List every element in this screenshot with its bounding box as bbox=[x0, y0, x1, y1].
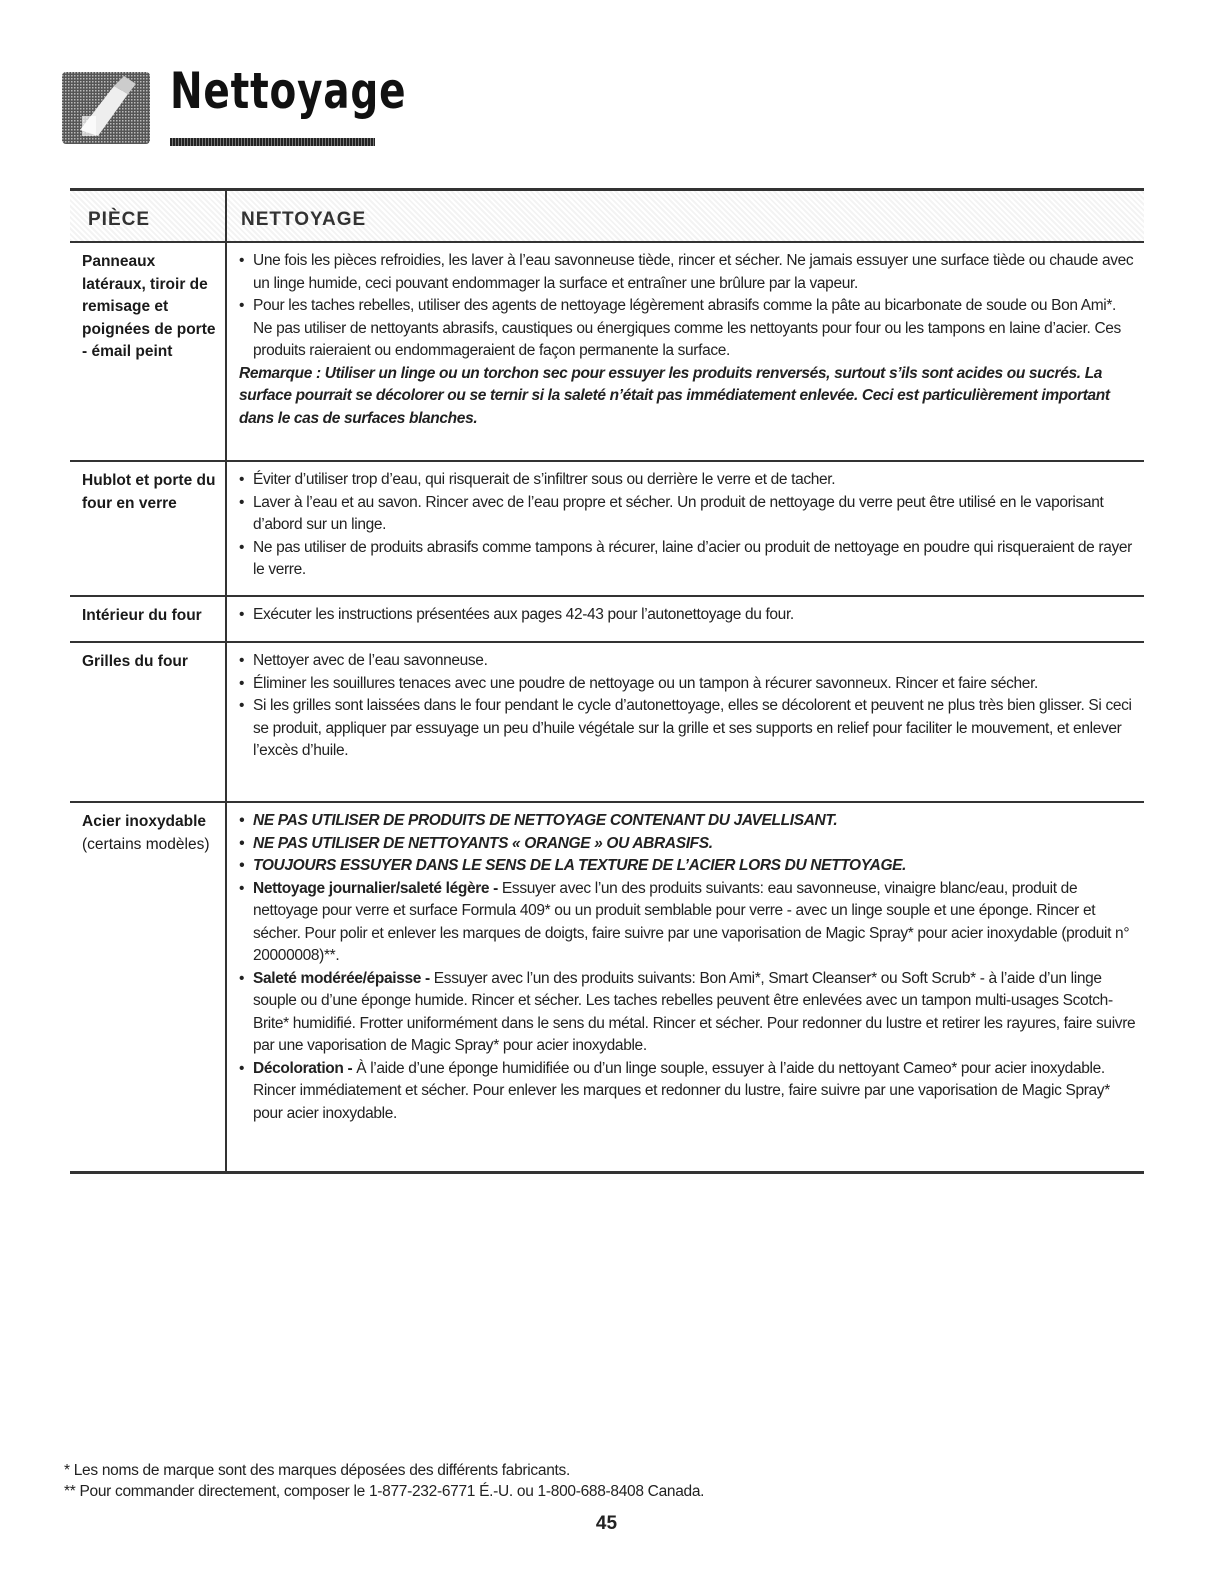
list-item: • Éliminer les souillures tenaces avec une poudre de nettoyage ou un tampon à récurer savonneux. Rincer et faire sécher. bbox=[239, 673, 1138, 696]
list-item: • Ne pas utiliser de produits abrasifs comme tampons à récurer, laine d’acier ou produit de nettoyage en poudre qui risqueraient de rayer le verre. bbox=[239, 537, 1138, 582]
row-instructions bbox=[227, 803, 1144, 1171]
table-header bbox=[70, 191, 1144, 243]
footnote-trademarks: * Les noms de marque sont des marques déposées des différents fabricants. bbox=[64, 1462, 570, 1479]
item-text: Essuyer avec l’un des produits suivants: Bon Ami*, Smart Cleanser* ou Soft Scrub* - à l’aide d’un linge souple ou d’une éponge humide. Rincer et sécher. Les taches rebelles peuvent être enlevées avec un tampon multi-usages Scotch-Brite* humidifié. Frotter uniformément dans le sens du métal. Rincer et sécher. Pour redonner du lustre et retirer les rayures, faire suivre par une vaporisation de Magic Spray* pour acier inoxydable. bbox=[253, 969, 1136, 1054]
table-row bbox=[70, 597, 1144, 643]
warning-item: • NE PAS UTILISER DE NETTOYANTS « ORANGE » OU ABRASIFS. bbox=[239, 833, 1138, 856]
page-title: Nettoyage bbox=[170, 62, 407, 120]
page-number: 45 bbox=[595, 1513, 618, 1534]
list-item: • Nettoyer avec de l’eau savonneuse. bbox=[239, 650, 1138, 673]
list-item bbox=[239, 968, 1138, 1058]
item-lead: Saleté modérée/épaisse - bbox=[253, 969, 430, 987]
column-header-nettoyage: NETTOYAGE bbox=[241, 209, 367, 230]
table-row bbox=[70, 803, 1144, 1171]
list-item: • Pour les taches rebelles, utiliser des agents de nettoyage légèrement abrasifs comme la pâte au bicarbonate de soude ou Bon Ami*. Ne pas utiliser de nettoyants abrasifs, caustiques ou énergiques comme les nettoyants pour four ou les tampons en laine d’acier. Ces produits raieraient ou endommageraient de façon permanente la surface. bbox=[239, 295, 1138, 363]
row-instructions bbox=[227, 597, 1144, 641]
row-note: Remarque : Utiliser un linge ou un torchon sec pour essuyer les produits renversés, surtout s’ils sont acides ou sucrés. La surface pourrait se décolorer ou se ternir si la saleté n’était pas immédiatement enlevée. Ceci est particulièrement important dans le cas de surfaces blanches. bbox=[239, 364, 1110, 427]
table-row bbox=[70, 643, 1144, 803]
page-header bbox=[62, 62, 407, 152]
row-piece-label: Panneaux latéraux, tiroir de remisage et poignées de porte - émail peint bbox=[70, 243, 227, 460]
row-piece-sublabel: (certains modèles) bbox=[82, 835, 210, 853]
footnotes bbox=[64, 1460, 1064, 1502]
title-underline bbox=[170, 138, 375, 146]
list-item: • Laver à l’eau et au savon. Rincer avec de l’eau propre et sécher. Un produit de nettoyage du verre peut être utilisé en le vaporisant d’abord sur un linge. bbox=[239, 492, 1138, 537]
cleaning-table bbox=[70, 188, 1144, 1174]
table-row bbox=[70, 243, 1144, 462]
row-piece-label: Acier inoxydable (certains modèles) bbox=[70, 803, 227, 1171]
item-lead: Décoloration - bbox=[253, 1059, 353, 1077]
list-item bbox=[239, 878, 1138, 968]
table-row bbox=[70, 462, 1144, 597]
row-piece-label: Hublot et porte du four en verre bbox=[70, 462, 227, 595]
list-item: • Si les grilles sont laissées dans le four pendant le cycle d’autonettoyage, elles se décolorent et peuvent ne plus très bien glisser. Si ceci se produit, appliquer par essuyage un peu d’huile végétale sur la grille et ses supports en relief pour faciliter le mouvement, et enlever l’excès d’huile. bbox=[239, 695, 1138, 763]
row-piece-label: Grilles du four bbox=[70, 643, 227, 801]
item-lead: Nettoyage journalier/saleté légère - bbox=[253, 879, 498, 897]
list-item: • Exécuter les instructions présentées aux pages 42-43 pour l’autonettoyage du four. bbox=[239, 604, 1138, 627]
warning-item: • NE PAS UTILISER DE PRODUITS DE NETTOYAGE CONTENANT DU JAVELLISANT. bbox=[239, 810, 1138, 833]
row-instructions bbox=[227, 243, 1144, 460]
column-header-piece: PIÈCE bbox=[70, 191, 227, 241]
list-item: • Éviter d’utiliser trop d’eau, qui risquerait de s’infiltrer sous ou derrière le verre et de tacher. bbox=[239, 469, 1138, 492]
footnote-ordering: ** Pour commander directement, composer le 1-877-232-6771 É.-U. ou 1-800-688-8408 Canada. bbox=[64, 1483, 705, 1500]
warning-item: • TOUJOURS ESSUYER DANS LE SENS DE LA TEXTURE DE L’ACIER LORS DU NETTOYAGE. bbox=[239, 855, 1138, 878]
row-piece-label: Intérieur du four bbox=[70, 597, 227, 641]
row-instructions bbox=[227, 643, 1144, 801]
cleaning-brush-icon bbox=[62, 72, 150, 144]
item-text: À l’aide d’une éponge humidifiée ou d’un linge souple, essuyer à l’aide du nettoyant Cameo* pour acier inoxydable. Rincer immédiatement et sécher. Pour enlever les marques et redonner du lustre, faire suivre par une vaporisation de Magic Spray* pour acier inoxydable. bbox=[253, 1059, 1110, 1122]
item-text: Essuyer avec l’un des produits suivants: eau savonneuse, vinaigre blanc/eau, produit de nettoyage pour verre et surface Formula 409* ou un produit semblable pour verre - avec un linge souple et une éponge. Rincer et sécher. Pour polir et enlever les marques de doigts, faire suivre par une vaporisation de Magic Spray* pour acier inoxydable (produit n° 20000008)**. bbox=[253, 879, 1130, 964]
row-instructions bbox=[227, 462, 1144, 595]
list-item bbox=[239, 1058, 1138, 1126]
list-item: • Une fois les pièces refroidies, les laver à l’eau savonneuse tiède, rincer et sécher. Ne jamais essuyer une surface tiède ou chaude avec un linge humide, ceci pouvant endommager la surface et entraîner une brûlure par la vapeur. bbox=[239, 250, 1138, 295]
